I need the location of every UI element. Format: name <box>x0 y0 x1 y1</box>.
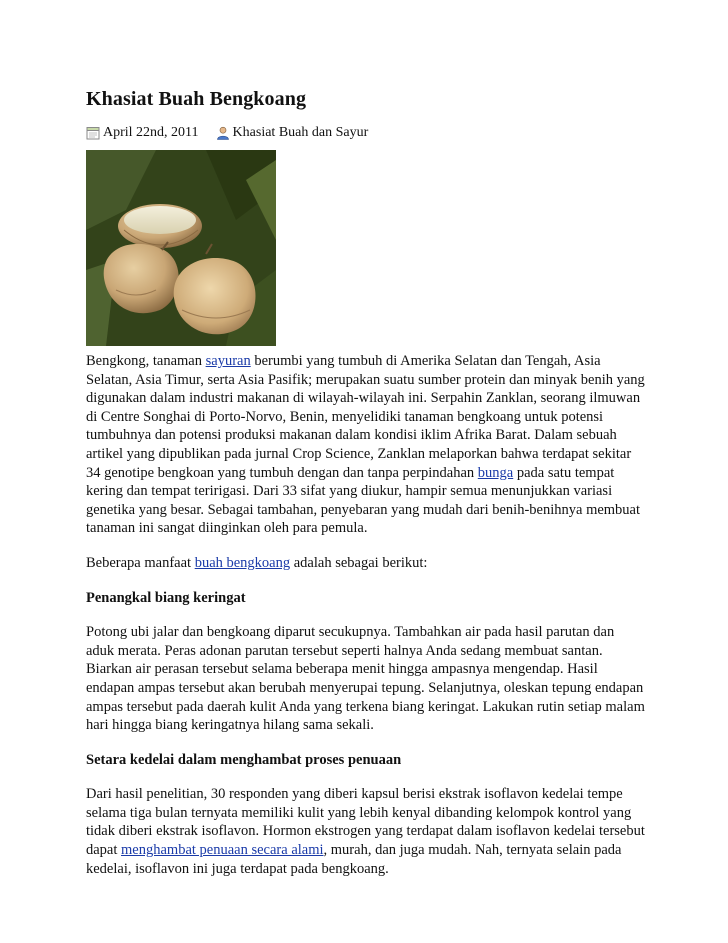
section-heading-penuaan: Setara kedelai dalam menghambat proses penuaan <box>86 751 402 768</box>
calendar-icon <box>86 126 100 140</box>
user-icon <box>216 126 230 140</box>
post-category[interactable]: Khasiat Buah dan Sayur <box>232 125 369 140</box>
menghambat-penuaan-link[interactable]: menghambat penuaan secara alami <box>121 842 324 859</box>
intro-paragraph: Bengkong, tanaman sayuran berumbi yang tumbuh di Amerika Selatan dan Tengah, Asia Selatan, Asia Timur, serta Asia Pasifik; merupakan suatu sumber protein dan minyak benih yang digunakan dalam industri makanan di wilayah-wilayah ini. Serpahin Zanklan, seorang ilmuwan di Centre Songhai di Porto-Norvo, Benin, menyelidiki tanaman bengkoang untuk potensi tumbuhnya dan potensi produksi makanan dalam kondisi iklim Afrika Barat. Dalam sebuah artikel yang dipublikan pada jurnal Crop Science, Zanklan melaporkan bahwa terdapat sekitar 34 genotipe bengkoan yang tumbuh dengan dan tanpa perpindahan bunga pada satu tempat kering dan tempat teririgasi. Dari 33 sifat yang diukur, hampir semua menunjukkan variasi genetika yang besar. Sebagai tambahan, penyebaran yang mudah dari benih-benihnya membuat tanaman ini sangat diinginkan oleh para pemula. <box>86 353 645 537</box>
benefits-intro-paragraph: Beberapa manfaat buah bengkoang adalah sebagai berikut: <box>86 554 428 571</box>
biang-keringat-paragraph: Potong ubi jalar dan bengkoang diparut secukupnya. Tambahkan air pada hasil parutan dan aduk merata. Peras adonan parutan tersebut seperti halnya Anda sedang membuat santan. Biarkan air perasan tersebut selama beberapa menit hingga ampasnya mengendap. Hasil endapan ampas tersebut akan berubah menyerupai tepung. Selanjutnya, oleskan tepung endapan ampas tersebut pada daerah kulit Anda yang terkena biang keringat. Lakukan rutin setiap malam hari hingga biang keringatnya hilang sama sekali. <box>86 624 645 734</box>
buah-bengkoang-link[interactable]: buah bengkoang <box>194 554 291 571</box>
bengkoang-photo <box>86 150 276 346</box>
sayuran-link[interactable]: sayuran <box>205 353 251 369</box>
penuaan-paragraph: Dari hasil penelitian, 30 responden yang diberi kapsul berisi ekstrak isoflavon kedelai tempe selama tiga bulan ternyata memiliki kulit yang lebih kenyal dibanding kelompok kontrol yang tidak diberi ekstrak isoflavon. Hormon ekstrogen yang terdapat dalam isoflavon kedelai tersebut dapat menghambat penuaan secara alami, murah, dan juga mudah. Nah, ternyata selain pada kedelai, isoflavon ini juga terdapat pada bengkoang. <box>86 786 645 877</box>
article-title: Khasiat Buah Bengkoang <box>86 88 307 110</box>
bunga-link[interactable]: bunga <box>477 464 514 481</box>
article-meta <box>86 125 368 141</box>
post-date: April 22nd, 2011 <box>103 125 199 140</box>
section-heading-biang-keringat: Penangkal biang keringat <box>86 589 246 606</box>
article-body <box>86 352 646 894</box>
